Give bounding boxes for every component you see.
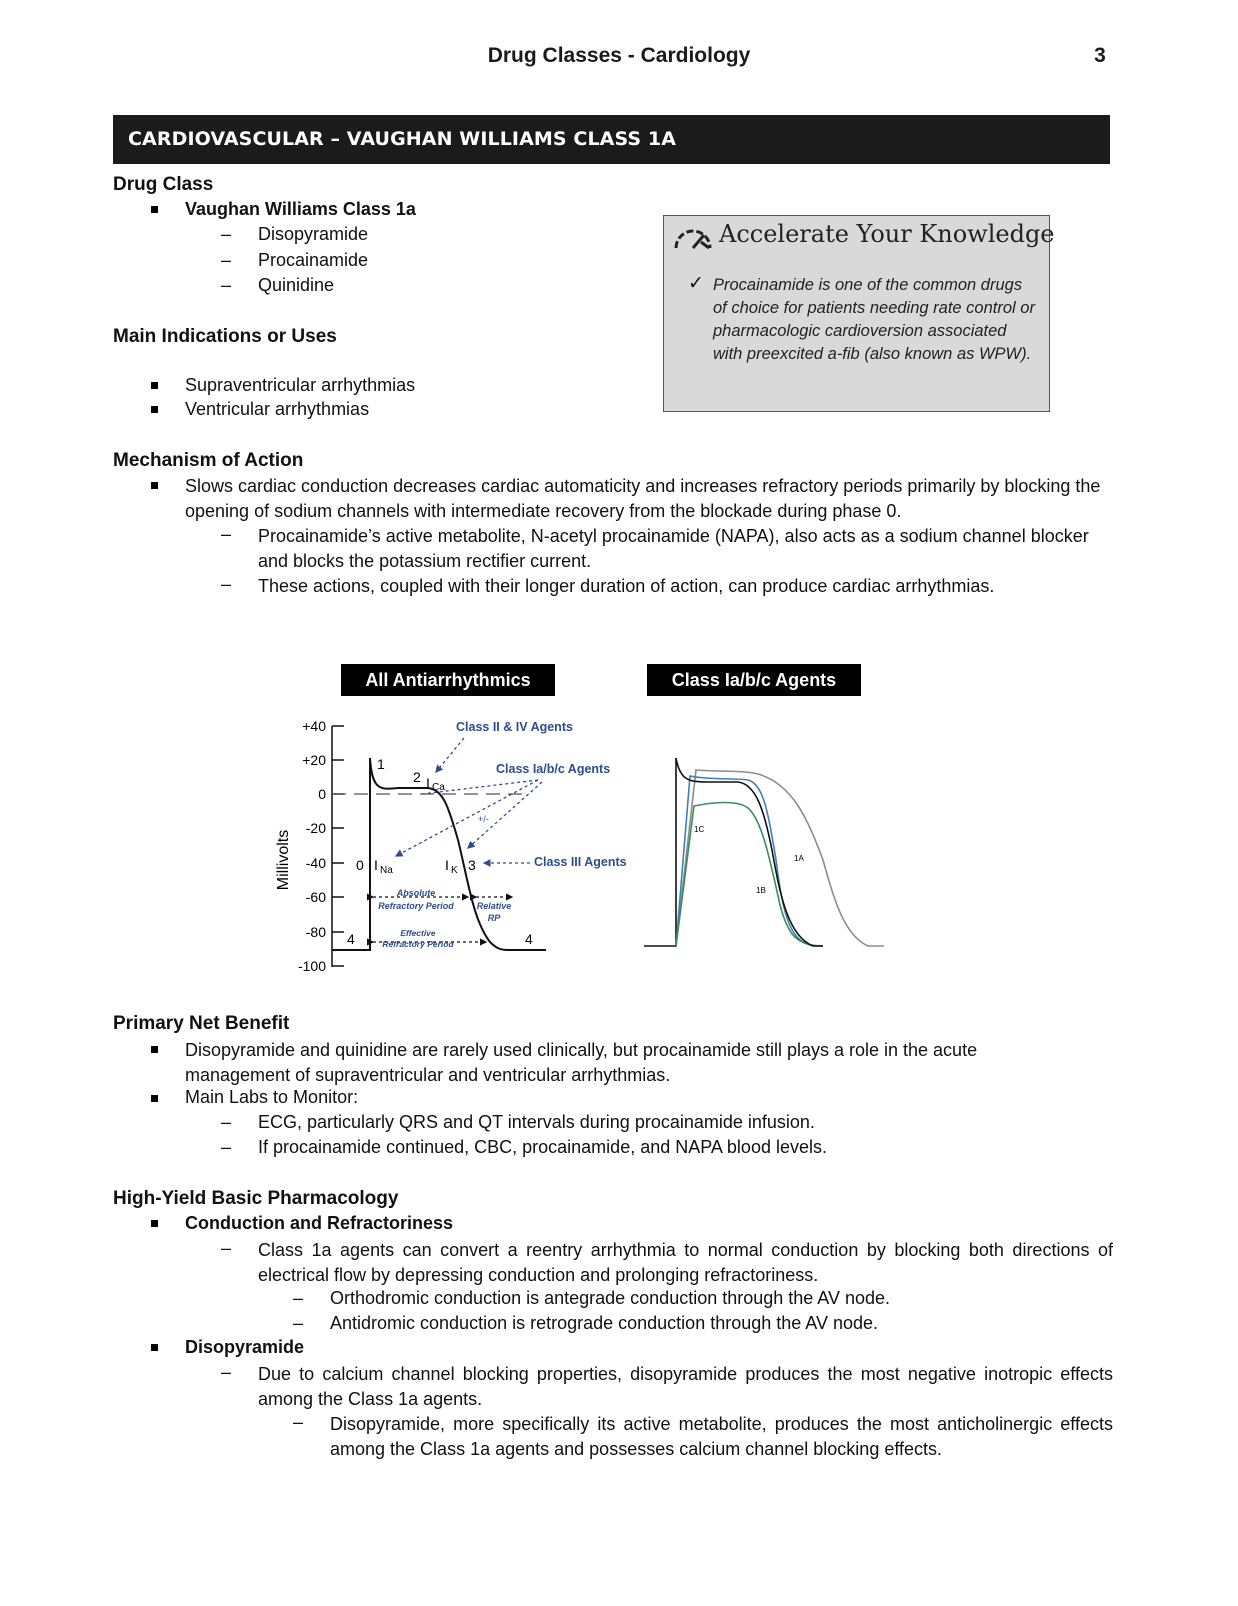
pharm-subitem: Orthodromic conduction is antegrade conduction through the AV node. bbox=[330, 1288, 891, 1308]
phase-label: 2 bbox=[413, 769, 421, 785]
y-axis-label: Millivolts bbox=[275, 829, 292, 891]
benefit-heading: Primary Net Benefit bbox=[113, 1013, 290, 1034]
dash-icon: – bbox=[221, 1238, 232, 1258]
knowledge-callout bbox=[663, 215, 1055, 412]
dash-icon: – bbox=[293, 1313, 304, 1333]
curve-1a bbox=[676, 770, 884, 946]
moa-sub-text: Procainamide’s active metabolite, N-acetyl procainamide (NAPA), also acts as a sodium channel blocker and blocks the potassium rectifier current. bbox=[258, 526, 1089, 571]
moa-sub-text: These actions, coupled with their longer duration of action, can produce cardiac arrhythmias. bbox=[258, 576, 995, 596]
y-tick-label: -40 bbox=[305, 855, 326, 871]
dash-icon: – bbox=[221, 574, 232, 594]
annotation-effective-rp: Refractory Period bbox=[382, 939, 454, 949]
current-subscript: Na bbox=[380, 865, 393, 876]
pharm-text: Class 1a agents can convert a reentry arrhythmia to normal conduction by blocking both directions of electrical flow by depressing conduction and prolonging refractoriness. bbox=[258, 1240, 1113, 1285]
benefit-labs-title: Main Labs to Monitor: bbox=[185, 1087, 359, 1107]
lab-item: ECG, particularly QRS and QT intervals during procainamide infusion. bbox=[258, 1112, 815, 1132]
figure-label-all: All Antiarrhythmics bbox=[341, 664, 555, 696]
arrow-class1-na bbox=[396, 780, 538, 856]
bullet-icon bbox=[151, 382, 158, 389]
bullet-icon bbox=[151, 406, 158, 413]
dash-icon: – bbox=[221, 275, 232, 295]
bullet-icon bbox=[151, 1344, 158, 1351]
dash-icon: – bbox=[221, 1112, 232, 1132]
bullet-icon bbox=[151, 1095, 158, 1102]
lab-item: If procainamide continued, CBC, procainamide, and NAPA blood levels. bbox=[258, 1137, 827, 1157]
y-tick-label: +20 bbox=[302, 752, 326, 768]
drug-class-heading: Drug Class bbox=[113, 174, 214, 195]
indication-item: Supraventricular arrhythmias bbox=[185, 375, 416, 395]
dash-icon: – bbox=[293, 1288, 304, 1308]
phase-label: 3 bbox=[468, 857, 476, 873]
bullet-icon bbox=[151, 1220, 158, 1227]
benefit-item: Disopyramide and quinidine are rarely used clinically, but procainamide still plays a role in the acute management of supraventricular and ventricular arrhythmias. bbox=[185, 1040, 978, 1085]
pharm-heading: High-Yield Basic Pharmacology bbox=[113, 1188, 399, 1209]
curve-label: 1A bbox=[794, 854, 804, 863]
current-subscript: K bbox=[451, 865, 458, 876]
dash-icon: – bbox=[221, 1137, 232, 1157]
class1-curves bbox=[644, 758, 884, 946]
y-tick-label: -20 bbox=[305, 820, 326, 836]
pharm-subheading: Disopyramide bbox=[185, 1337, 305, 1357]
drug-class-group: Vaughan Williams Class 1a bbox=[185, 199, 416, 219]
drug-item: Quinidine bbox=[258, 275, 335, 295]
page-header-title: Drug Classes - Cardiology bbox=[487, 44, 751, 67]
annotation-absolute: Absolute bbox=[396, 888, 436, 898]
current-label: I bbox=[374, 857, 378, 873]
dash-icon: – bbox=[221, 1362, 232, 1382]
curve-label: 1C bbox=[694, 825, 705, 834]
pharm-text: Due to calcium channel blocking properties, disopyramide produces the most negative inotropic effects among the Class 1a agents. bbox=[258, 1364, 1113, 1409]
right-axis-line bbox=[644, 758, 676, 946]
annotation-plusminus: +/- bbox=[478, 814, 489, 824]
current-subscript: Ca bbox=[432, 782, 445, 793]
callout-title: Accelerate Your Knowledge bbox=[719, 220, 1055, 248]
y-tick-label: -100 bbox=[297, 958, 326, 974]
annotation-rp: RP bbox=[487, 913, 501, 923]
page-number: 3 bbox=[1094, 44, 1106, 67]
figure-label-class1: Class Ia/b/c Agents bbox=[647, 664, 861, 696]
drug-item: Procainamide bbox=[258, 250, 369, 270]
indications-heading: Main Indications or Uses bbox=[113, 326, 337, 347]
phase-label: 1 bbox=[377, 756, 385, 772]
bullet-icon bbox=[151, 1046, 158, 1053]
dash-icon: – bbox=[293, 1412, 304, 1432]
phase-label: 4 bbox=[525, 931, 533, 947]
annotation-refractory: Refractory Period bbox=[378, 901, 454, 911]
pharm-subheading: Conduction and Refractoriness bbox=[185, 1213, 454, 1233]
speedometer-icon bbox=[672, 224, 714, 254]
annotation-class2-4: Class II & IV Agents bbox=[456, 720, 573, 734]
annotation-class1: Class Ia/b/c Agents bbox=[496, 762, 611, 776]
y-tick-label: -80 bbox=[305, 924, 326, 940]
bullet-icon bbox=[151, 482, 158, 489]
pharm-subitem: Antidromic conduction is retrograde conduction through the AV node. bbox=[330, 1313, 879, 1333]
curve-label: 1B bbox=[756, 886, 766, 895]
dash-icon: – bbox=[221, 524, 232, 544]
annotation-relative: Relative bbox=[476, 901, 512, 911]
current-label: I bbox=[426, 775, 430, 791]
dash-icon: – bbox=[221, 250, 232, 270]
phase-label: 0 bbox=[356, 857, 364, 873]
section-banner: CARDIOVASCULAR – VAUGHAN WILLIAMS CLASS 1A bbox=[113, 115, 1110, 164]
dash-icon: – bbox=[221, 224, 232, 244]
current-label: I bbox=[445, 857, 449, 873]
y-axis bbox=[332, 726, 344, 967]
annotation-class3: Class III Agents bbox=[534, 855, 627, 869]
checkmark-icon: ✓ bbox=[688, 273, 704, 294]
bullet-icon bbox=[151, 206, 158, 213]
callout-text: Procainamide is one of the common drugs of choice for patients needing rate control or pharmacologic cardioversion associated with preexcited a-fib (also known as WPW). bbox=[713, 276, 1035, 363]
action-potential-figure bbox=[268, 710, 888, 975]
indication-item: Ventricular arrhythmias bbox=[185, 399, 370, 419]
moa-heading: Mechanism of Action bbox=[113, 450, 304, 471]
pharm-subitem: Disopyramide, more specifically its active metabolite, produces the most anticholinergic effects among the Class 1a agents and possesses calcium channel blocking effects. bbox=[330, 1414, 1113, 1459]
arrow-class2-4 bbox=[436, 738, 464, 772]
annotation-effective: Effective bbox=[400, 928, 436, 938]
drug-item: Disopyramide bbox=[258, 224, 369, 244]
y-tick-label: +40 bbox=[302, 718, 326, 734]
y-tick-label: 0 bbox=[318, 786, 326, 802]
phase-label: 4 bbox=[347, 931, 355, 947]
moa-main-text: Slows cardiac conduction decreases cardiac automaticity and increases refractory periods primarily by blocking the opening of sodium channels with intermediate recovery from the blockade during phase 0. bbox=[185, 476, 1101, 521]
y-tick-label: -60 bbox=[305, 889, 326, 905]
curve-baseline bbox=[676, 758, 823, 946]
